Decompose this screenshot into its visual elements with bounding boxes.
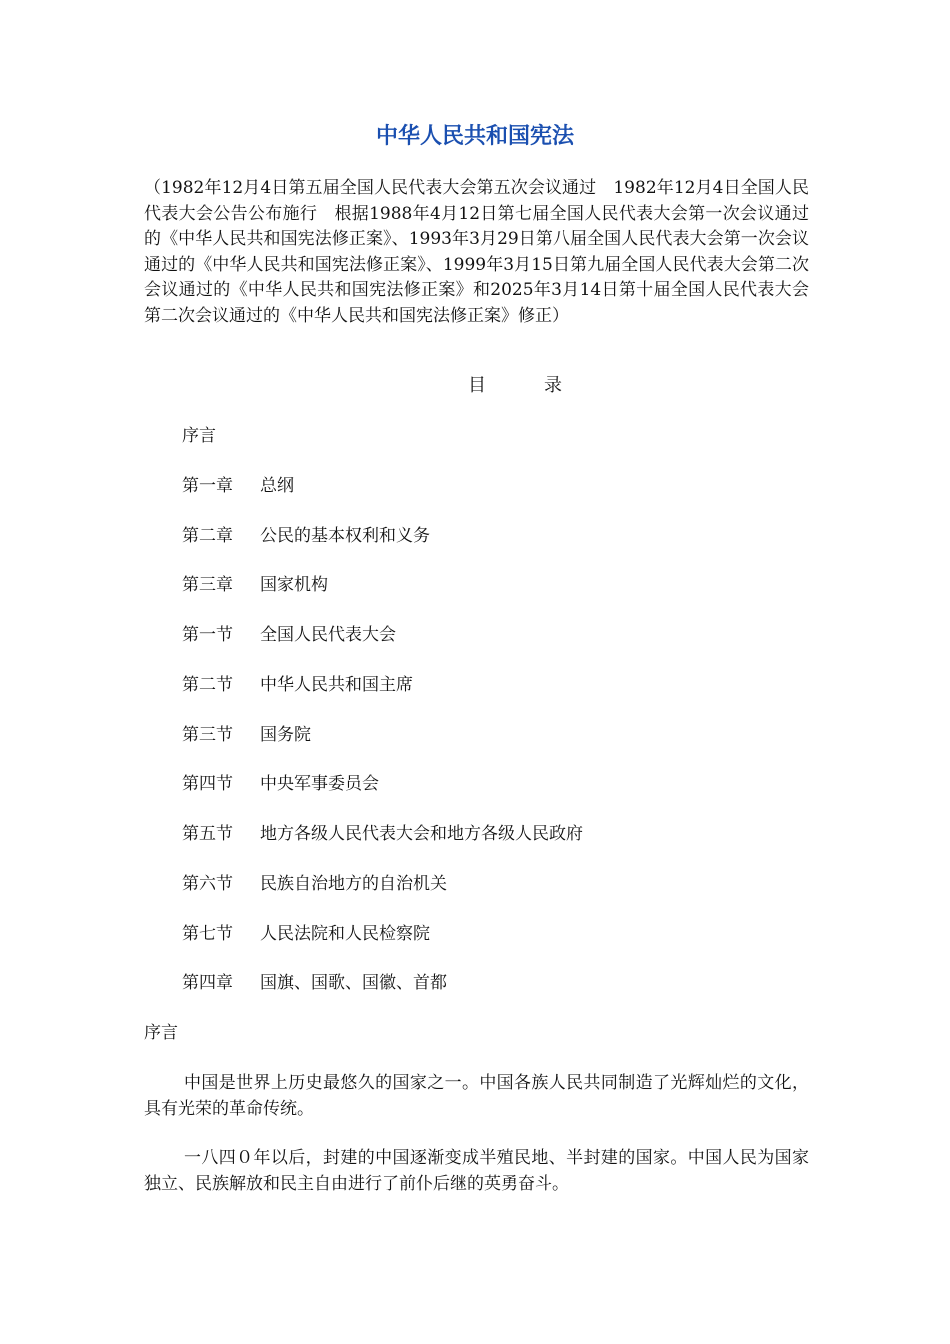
toc-item-number: 第三章: [182, 575, 233, 595]
toc-item-label: 国务院: [260, 725, 311, 745]
toc-item-label: 地方各级人民代表大会和地方各级人民政府: [260, 824, 583, 844]
toc-item-number: 第四章: [182, 973, 233, 993]
toc-item-number: 序言: [182, 426, 216, 446]
toc-item-label: 民族自治地方的自治机关: [260, 874, 447, 894]
toc-item: [182, 821, 583, 847]
section-heading: 序言: [144, 1023, 178, 1043]
toc-item-number: 第七节: [182, 924, 233, 944]
document-title: 中华人民共和国宪法: [375, 123, 574, 149]
toc-item-label: 国旗、国歌、国徽、首都: [260, 973, 447, 993]
toc-heading: [0, 373, 950, 399]
toc-item-number: 第一节: [182, 625, 233, 645]
toc-item: [182, 771, 379, 797]
toc-item: [182, 672, 413, 698]
toc-item: [182, 622, 396, 648]
body-paragraph: 一八四０年以后，封建的中国逐渐变成半殖民地、半封建的国家。中国人民为国家独立、民族解放和民主自由进行了前仆后继的英勇奋斗。: [144, 1148, 809, 1194]
toc-item-number: 第五节: [182, 824, 233, 844]
toc-item-label: 全国人民代表大会: [260, 625, 396, 645]
toc-item: [182, 523, 430, 549]
toc-item: [182, 921, 430, 947]
toc-item: [182, 871, 447, 897]
toc-item-number: 第二节: [182, 675, 233, 695]
toc-item-label: 人民法院和人民检察院: [260, 924, 430, 944]
toc-item-label: 中央军事委员会: [260, 774, 379, 794]
body-paragraph: 中国是世界上历史最悠久的国家之一。中国各族人民共同制造了光辉灿烂的文化，具有光荣的革命传统。: [144, 1073, 809, 1119]
toc-item: [182, 572, 328, 598]
toc-item-number: 第四节: [182, 774, 233, 794]
toc-item: [182, 473, 294, 499]
toc-item-number: 第二章: [182, 526, 233, 546]
toc-item-number: 第一章: [182, 476, 233, 496]
toc-heading-right: 录: [544, 375, 562, 396]
toc-item-number: 第六节: [182, 874, 233, 894]
toc-item-label: 公民的基本权利和义务: [260, 526, 430, 546]
toc-item: [182, 970, 447, 996]
toc-item-number: 第三节: [182, 725, 233, 745]
toc-heading-left: 目: [468, 375, 486, 396]
toc-item-label: 总纲: [260, 476, 294, 496]
toc-item-label: 国家机构: [260, 575, 328, 595]
document-preamble: （1982年12月4日第五届全国人民代表大会第五次会议通过 1982年12月4日全国人民代表大会公告公布施行 根据1988年4月12日第七届全国人民代表大会第一次会议通过的《中华人民共和国宪法修正案》、1993年3月29日第八届全国人民代表大会第一次会议通过的《中华人民共和国宪法修正案》、1999年3月15日第九届全国人民代表大会第二次会议通过的《中华人民共和国宪法修正案》和2025年3月14日第十届全国人民代表大会第二次会议通过的《中华人民共和国宪法修正案》修正）: [144, 178, 809, 326]
toc-item-preface: [182, 423, 216, 449]
toc-item: [182, 722, 311, 748]
toc-item-label: 中华人民共和国主席: [260, 675, 413, 695]
